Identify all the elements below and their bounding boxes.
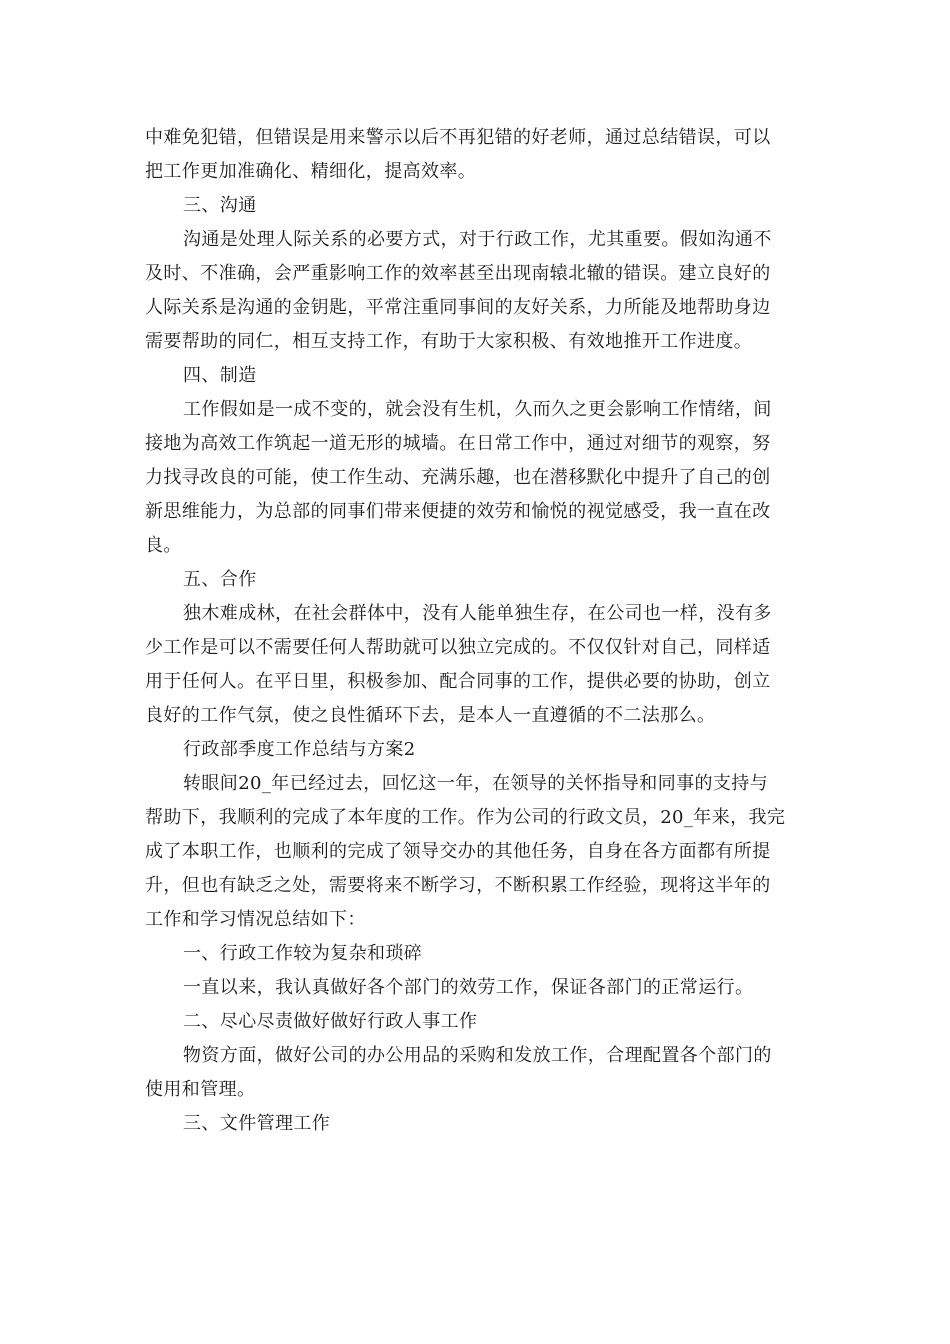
document-body (145, 121, 805, 1141)
text-line: 及时、不准确，会严重影响工作的效率甚至出现南辕北辙的错误。建立良好的 (145, 263, 771, 284)
text-line: 沟通是处理人际关系的必要方式，对于行政工作，尤其重要。假如沟通不 (183, 229, 772, 250)
text-line: 人际关系是沟通的金钥匙，平常注重同事间的友好关系，力所能及地帮助身边 (145, 297, 771, 318)
text-line: 中难免犯错，但错误是用来警示以后不再犯错的好老师，通过总结错误，可以 (145, 127, 771, 148)
text-line: 工作和学习情况总结如下： (145, 909, 366, 930)
text-line: 接地为高效工作筑起一道无形的城墙。在日常工作中，通过对细节的观察，努 (145, 433, 771, 454)
text-line: 帮助下，我顺利的完成了本年度的工作。作为公司的行政文员，20_年来，我完 (145, 807, 786, 828)
text-line: 少工作是可以不需要任何人帮助就可以独立完成的。不仅仅针对自己，同样适 (145, 637, 771, 658)
text-line: 良。 (145, 535, 182, 556)
text-line: 需要帮助的同仁，相互支持工作，有助于大家积极、有效地推开工作进度。 (145, 331, 753, 352)
text-line: 力找寻改良的可能，使工作生动、充满乐趣，也在潜移默化中提升了自己的创 (145, 467, 771, 488)
text-line: 用于任何人。在平日里，积极参加、配合同事的工作，提供必要的协助，创立 (145, 671, 771, 692)
text-line: 转眼间20_年已经过去，回忆这一年，在领导的关怀指导和同事的支持与 (183, 773, 769, 794)
text-line: 三、沟通 (183, 195, 257, 216)
text-line: 二、尽心尽责做好做好行政人事工作 (183, 1011, 478, 1032)
text-line: 行政部季度工作总结与方案2 (183, 739, 416, 760)
text-line: 新思维能力，为总部的同事们带来便捷的效劳和愉悦的视觉感受，我一直在改 (145, 501, 771, 522)
text-line: 升，但也有缺乏之处，需要将来不断学习，不断积累工作经验，现将这半年的 (145, 875, 771, 896)
text-line: 使用和管理。 (145, 1079, 256, 1100)
text-line: 五、合作 (183, 569, 257, 590)
text-line: 良好的工作气氛，使之良性循环下去，是本人一直遵循的不二法那么。 (145, 705, 716, 726)
text-line: 四、制造 (183, 365, 257, 386)
text-line: 一、行政工作较为复杂和琐碎 (183, 943, 423, 964)
text-line: 三、文件管理工作 (183, 1113, 331, 1134)
text-line: 成了本职工作，也顺利的完成了领导交办的其他任务，自身在各方面都有所提 (145, 841, 771, 862)
text-line: 物资方面，做好公司的办公用品的采购和发放工作，合理配置各个部门的 (183, 1045, 772, 1066)
text-line: 一直以来，我认真做好各个部门的效劳工作，保证各部门的正常运行。 (183, 977, 754, 998)
text-line: 把工作更加准确化、精细化，提高效率。 (145, 161, 477, 182)
text-line: 独木难成林，在社会群体中，没有人能单独生存，在公司也一样，没有多 (183, 603, 772, 624)
text-line: 工作假如是一成不变的，就会没有生机，久而久之更会影响工作情绪，间 (183, 399, 772, 420)
